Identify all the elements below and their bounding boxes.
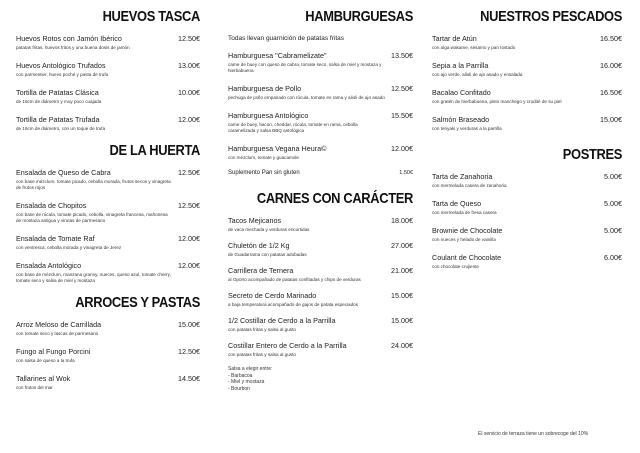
menu-item bbox=[432, 88, 622, 105]
menu-item-price: 16.50€ bbox=[600, 88, 622, 97]
menu-item-name: Tallarines al Wok bbox=[16, 374, 71, 383]
menu-item-name: Hamburguesa "Cabramelizate" bbox=[228, 51, 327, 60]
menu-item bbox=[432, 34, 622, 51]
menu-item-name: Chuletón de 1/2 Kg bbox=[228, 241, 290, 250]
menu-item-name: Salmón Braseado bbox=[432, 115, 490, 124]
menu-item-description: con mermelada casera de zanahoria bbox=[432, 183, 507, 188]
menu-item-price: 12.50€ bbox=[178, 201, 200, 210]
menu-item bbox=[16, 234, 200, 251]
menu-item-description: con tomate seco y lascas de parmesano bbox=[16, 331, 99, 336]
menu-item-name: Hamburguesa Antológico bbox=[228, 111, 309, 120]
menu-item bbox=[16, 88, 200, 105]
menu-item-name: Coulant de Chocolate bbox=[432, 253, 502, 262]
menu-item bbox=[16, 261, 200, 284]
menu-item bbox=[16, 61, 200, 78]
menu-item-price: 12.00€ bbox=[178, 261, 200, 270]
menu-item bbox=[16, 374, 200, 391]
menu-item-description: patatas fritas, huevos fritos y una buena dosis de jamón bbox=[16, 45, 130, 50]
sauce-item: - Barbacoa bbox=[228, 372, 253, 379]
sauce-title: Salsa a elegir entre: bbox=[228, 366, 273, 372]
footer-note: El servicio de terraza tiene un sobrecoge del 10% bbox=[478, 431, 589, 437]
menu-item bbox=[432, 61, 622, 78]
column-right bbox=[432, 8, 622, 280]
menu-item-name: Tartar de Atún bbox=[432, 34, 477, 43]
menu-item-description: con ventresca, cebolla morada y vinagreta de Jerez bbox=[16, 245, 122, 250]
menu-item bbox=[16, 34, 200, 51]
menu-item-name: Ensalada Antológico bbox=[16, 261, 82, 270]
menu-item-description: con patatas fritas y salsa al gusto bbox=[228, 352, 296, 357]
menu-item-price: 16.50€ bbox=[600, 34, 622, 43]
menu-item-name: Sepia a la Parrilla bbox=[432, 61, 489, 70]
section-title-hamburguesas: HAMBURGUESAS bbox=[305, 8, 413, 25]
column-left bbox=[16, 8, 200, 401]
menu-item bbox=[16, 115, 200, 132]
menu-item bbox=[228, 111, 413, 134]
menu-item-price: 13.00€ bbox=[178, 61, 200, 70]
column-middle bbox=[228, 8, 413, 392]
menu-item-description: con base de rúcula, tomate picado, cebolla, vinagreta francesa, mahonesa de mostaza antigua y virutas de parmesano bbox=[16, 212, 168, 223]
menu-item-description: con ajo verde, alioli de ajo asado y ensalada bbox=[432, 72, 523, 77]
menu-item-name: Ensalada de Chopitos bbox=[16, 201, 87, 210]
supplement-row bbox=[228, 169, 413, 178]
menu-item-price: 12.50€ bbox=[178, 34, 200, 43]
menu-item-name: Ensalada de Tomate Raf bbox=[16, 234, 95, 243]
menu-item-description: a baja temperatura acompañado de gajos de patata especiados bbox=[228, 302, 358, 307]
menu-item bbox=[432, 226, 622, 243]
menu-item-name: Costillar Entero de Cerdo a la Parrilla bbox=[228, 341, 347, 350]
menu-item-price: 15.00€ bbox=[600, 115, 622, 124]
menu-item-price: 16.00€ bbox=[600, 61, 622, 70]
menu-item bbox=[432, 253, 622, 270]
menu-item-price: 12.00€ bbox=[178, 234, 200, 243]
menu-item-price: 15.50€ bbox=[391, 111, 413, 120]
menu-item-price: 6.00€ bbox=[604, 253, 622, 262]
menu-item-name: Carrillera de Ternera bbox=[228, 266, 294, 275]
supplement-name: Suplemento Pan sin gluten bbox=[228, 170, 300, 176]
sauce-list bbox=[228, 366, 413, 392]
menu-item-name: Fungo al Fungo Porcini bbox=[16, 347, 91, 356]
section-title-arroces: ARROCES Y PASTAS bbox=[75, 294, 200, 311]
menu-item bbox=[228, 291, 413, 308]
menu-item-price: 12.50€ bbox=[178, 168, 200, 177]
menu-item-description: con nueces y helado de vainilla bbox=[432, 237, 496, 242]
menu-item-description: con salsa de queso a la trufa bbox=[16, 358, 75, 363]
section-title-huevos: HUEVOS TASCA bbox=[102, 8, 200, 25]
menu-item-price: 15.00€ bbox=[391, 291, 413, 300]
menu-item-price: 14.50€ bbox=[178, 374, 200, 383]
menu-item bbox=[228, 144, 413, 161]
menu-item-description: con teriyaki y verduras a la parrilla bbox=[432, 126, 502, 131]
menu-item-price: 5.00€ bbox=[604, 172, 622, 181]
menu-item-price: 15.00€ bbox=[391, 316, 413, 325]
menu-item-description: con base de mézclum, manzana granny, nueces, queso azul, tomate cherry, tomate seco y salsa de miel y mostaza bbox=[16, 272, 171, 283]
menu-item-description: con parmentier, huevo poché y pasta de trufa bbox=[16, 72, 109, 77]
menu-item-name: Bacalao Confitado bbox=[432, 88, 491, 97]
menu-item-description: con patatas fritas y salsa al gusto bbox=[228, 327, 296, 332]
menu-item-price: 5.00€ bbox=[604, 199, 622, 208]
menu-item-name: Ensalada de Queso de Cabra bbox=[16, 168, 111, 177]
menu-item bbox=[16, 201, 200, 224]
menu-item bbox=[432, 115, 622, 132]
menu-item-name: Huevos Antológico Trufados bbox=[16, 61, 106, 70]
menu-item-description: con mézclum, tomate y guacamole bbox=[228, 155, 299, 160]
menu-item-name: Secreto de Cerdo Marinado bbox=[228, 291, 317, 300]
menu-item-name: 1/2 Costillar de Cerdo a la Parrilla bbox=[228, 316, 336, 325]
menu-item bbox=[228, 341, 413, 358]
menu-item-description: carne de buey con queso de cabra, tomate seco, salsa de miel y mostaza y hierbabuena bbox=[228, 62, 382, 73]
menu-item-name: Tortilla de Patatas Trufada bbox=[16, 115, 100, 124]
menu-item-name: Tarta de Queso bbox=[432, 199, 482, 208]
menu-item-description: de Guadarrama con patatas adobadas bbox=[228, 252, 307, 257]
menu-item-price: 21.00€ bbox=[391, 266, 413, 275]
menu-item-name: Tarta de Zanahoria bbox=[432, 172, 493, 181]
menu-item-price: 24.00€ bbox=[391, 341, 413, 350]
menu-item-name: Hamburguesa de Pollo bbox=[228, 84, 302, 93]
menu-item-price: 27.00€ bbox=[391, 241, 413, 250]
menu-item-name: Brownie de Chocolate bbox=[432, 226, 503, 235]
menu-item-description: con gratén de hierbabuena, pisto manchego y crudité de su piel bbox=[432, 99, 562, 104]
menu-item bbox=[16, 320, 200, 337]
menu-item-name: Arroz Meloso de Carrillada bbox=[16, 320, 102, 329]
menu-item-description: carne de buey, bacon, cheddar, rúcula, tomate en rama, cebolla caramelizada y salsa BBQ antológica bbox=[228, 122, 358, 133]
sauce-item: - Bourbon bbox=[228, 385, 250, 392]
menu-item-description: de 16cm de diámetro, con un toque de trufa bbox=[16, 126, 106, 131]
menu-item-price: 5.00€ bbox=[604, 226, 622, 235]
menu-item bbox=[228, 84, 413, 101]
hamburguesas-note: Todas llevan guarnición de patatas fritas bbox=[228, 35, 344, 42]
menu-item-name: Hamburguesa Vegana Heura© bbox=[228, 144, 327, 153]
menu-item-description: con base mézclum, tomate picado, cebolla morada, frutos secos y vinagreta de frutos rojos bbox=[16, 179, 171, 190]
menu-item bbox=[432, 199, 622, 216]
menu-item-name: Tortilla de Patatas Clásica bbox=[16, 88, 99, 97]
menu-item-description: pechuga de pollo empanado con rúcula, tomate en rama y alioli de ajo asado bbox=[228, 95, 385, 100]
menu-item bbox=[228, 216, 413, 233]
menu-item bbox=[228, 316, 413, 333]
section-title-postres: POSTRES bbox=[562, 146, 622, 163]
menu-item-description: al Oporto acompañado de patatas confitadas y chips de verduras bbox=[228, 277, 361, 282]
menu-item bbox=[228, 241, 413, 258]
menu-item-price: 12.50€ bbox=[178, 347, 200, 356]
menu-item bbox=[228, 266, 413, 283]
section-title-huerta: DE LA HUERTA bbox=[109, 142, 200, 159]
menu-item bbox=[432, 172, 622, 189]
menu-item-description: con mermelada de fresa casera bbox=[432, 210, 497, 215]
sauce-item: - Miel y mostaza bbox=[228, 379, 265, 385]
menu-item bbox=[228, 51, 413, 74]
menu-item bbox=[16, 347, 200, 364]
menu-item-price: 12.00€ bbox=[178, 115, 200, 124]
menu-item-price: 18.00€ bbox=[391, 216, 413, 225]
menu-item-description: de vaca mechada y verduras encurtidas bbox=[228, 227, 310, 232]
supplement-price: 1.50€ bbox=[399, 170, 413, 176]
menu-item-price: 10.00€ bbox=[178, 88, 200, 97]
menu-item-description: con alga wakame, sésamo y pan tostado bbox=[432, 45, 516, 50]
menu-item-price: 12.00€ bbox=[391, 144, 413, 153]
menu-item-price: 15.00€ bbox=[178, 320, 200, 329]
section-title-carnes: CARNES CON CARÁCTER bbox=[256, 190, 413, 207]
menu-item-description: de 16cm de diámetro y muy poco cuajada bbox=[16, 99, 102, 104]
menu-item-price: 12.50€ bbox=[391, 84, 413, 93]
menu-item-name: Tacos Mejicanos bbox=[228, 216, 282, 225]
menu-item-description: con frutos del mar bbox=[16, 385, 53, 390]
menu-item-price: 13.50€ bbox=[391, 51, 413, 60]
section-title-pescados: NUESTROS PESCADOS bbox=[480, 8, 622, 25]
menu-item-description: con chocolate crujiente bbox=[432, 264, 479, 269]
menu-item bbox=[16, 168, 200, 191]
menu-item-name: Huevos Rotos con Jamón Ibérico bbox=[16, 34, 122, 43]
